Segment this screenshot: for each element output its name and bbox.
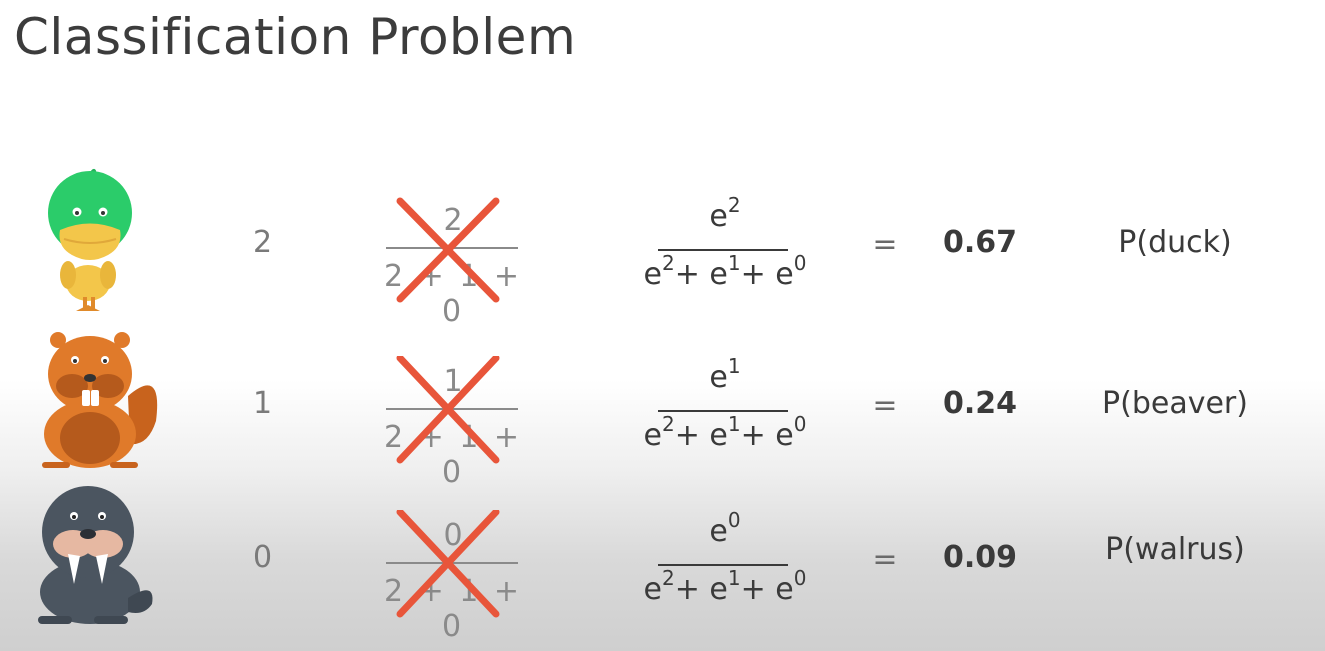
equals-sign: = [872, 227, 898, 262]
probability-label: P(duck) [1118, 225, 1232, 260]
fraction-bar [658, 410, 788, 412]
walrus-icon [28, 480, 168, 630]
cross-icon [388, 195, 508, 305]
softmax-denominator: $e^2+ e^1+ e^0$ [643, 566, 807, 607]
duck-icon [28, 165, 168, 315]
row-beaver [0, 326, 1325, 490]
naive-fraction [378, 510, 528, 644]
score: 0 [252, 540, 273, 575]
equals-sign: = [872, 388, 898, 423]
score: 2 [252, 225, 273, 260]
page-title: Classification Problem [14, 8, 577, 66]
softmax-numerator: $e^2$ [709, 193, 741, 234]
probability-label: P(beaver) [1102, 386, 1248, 421]
softmax-denominator: $e^2+ e^1+ e^0$ [643, 412, 807, 453]
naive-numerator: 2 [443, 203, 463, 238]
naive-fraction [378, 356, 528, 490]
softmax-numerator: $e^0$ [709, 508, 741, 549]
cross-icon [388, 510, 508, 620]
fraction-bar [658, 249, 788, 251]
naive-denominator: 2 + 1 + 0 [383, 574, 523, 644]
cross-icon [388, 356, 508, 466]
naive-numerator: 0 [443, 518, 463, 553]
softmax-fraction [640, 191, 810, 311]
softmax-fraction [640, 506, 810, 626]
probability-value: 0.24 [942, 386, 1018, 421]
score: 1 [252, 386, 273, 421]
row-duck [0, 165, 1325, 329]
beaver-icon [28, 326, 168, 476]
probability-label: P(walrus) [1105, 532, 1245, 567]
naive-numerator: 1 [443, 364, 463, 399]
softmax-numerator: $e^1$ [709, 354, 741, 395]
probability-value: 0.67 [942, 225, 1018, 260]
softmax-denominator: $e^2+ e^1+ e^0$ [643, 251, 807, 292]
probability-value: 0.09 [942, 540, 1018, 575]
row-walrus [0, 480, 1325, 644]
fraction-bar [658, 564, 788, 566]
naive-denominator: 2 + 1 + 0 [383, 420, 523, 490]
naive-fraction [378, 195, 528, 329]
softmax-fraction [640, 352, 810, 472]
naive-denominator: 2 + 1 + 0 [383, 259, 523, 329]
equals-sign: = [872, 542, 898, 577]
